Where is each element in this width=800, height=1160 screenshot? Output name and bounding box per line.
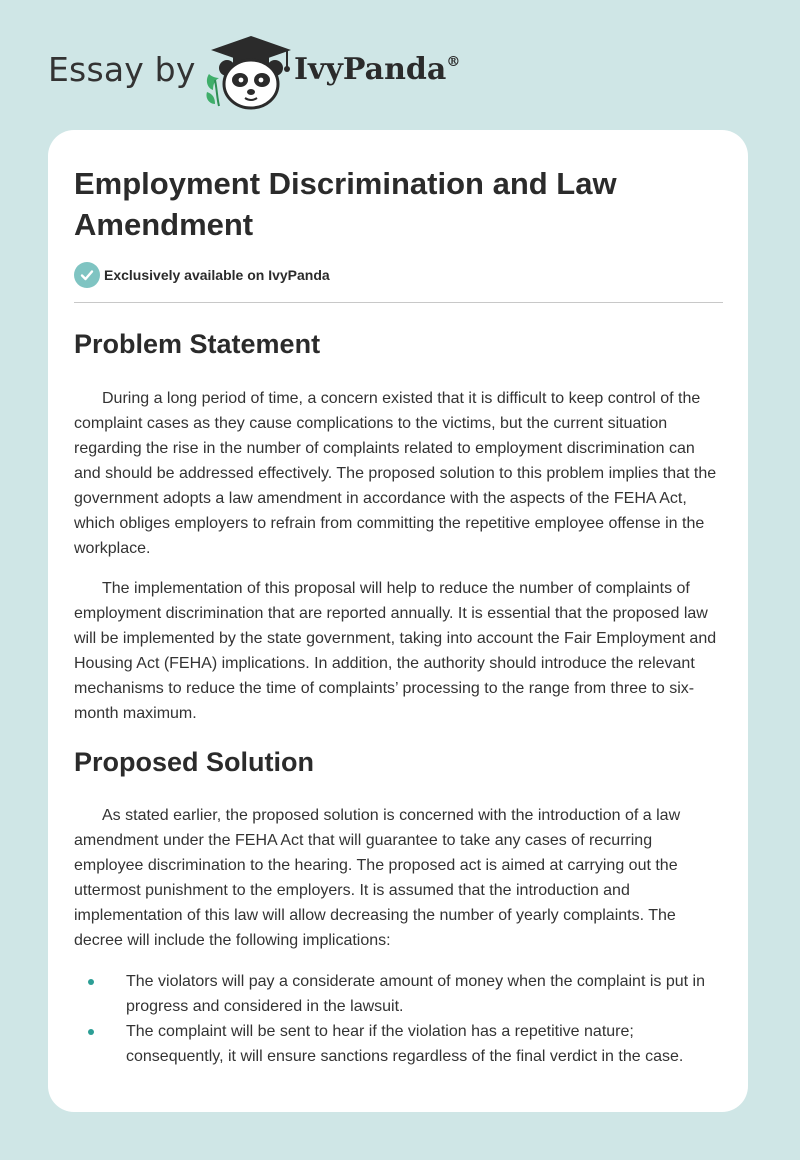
brand-name[interactable] bbox=[294, 52, 460, 87]
paragraph: The implementation of this proposal will help to reduce the number of complaints of employment discrimination that are reported annually. It is essential that the proposed law will be implemented by the state government, taking into account the Fair Employment and Housing Act (FEHA) implications. In addition, the authority should introduce the relevant mechanisms to reduce the time of complaints’ processing to the range from three to six-month maximum. bbox=[74, 580, 717, 722]
exclusive-badge bbox=[74, 262, 330, 288]
list-item bbox=[74, 969, 723, 1019]
brand-text: IvyPanda bbox=[294, 52, 447, 87]
list-item-text: The complaint will be sent to hear if the violation has a repetitive nature; consequently, it will ensure sanctions regardless of the final verdict in the case. bbox=[126, 1023, 684, 1065]
section-heading-problem-statement: Problem Statement bbox=[74, 329, 321, 359]
paragraph: During a long period of time, a concern existed that it is difficult to keep control of the complaint cases as they cause complications to the victims, but the current situation regarding the rise in the number of complaints related to employment discrimination can and should be addressed effectively. The proposed solution to this problem implies that the government adopts a law amendment in accordance with the aspects of the FEHA Act, which obliges employers to refrain from committing the repetitive employee offense in the workplace. bbox=[74, 390, 717, 557]
list-item-text: The violators will pay a considerate amount of money when the complaint is put in progress and considered in the lawsuit. bbox=[126, 973, 705, 1015]
ivypanda-logo-icon[interactable] bbox=[203, 34, 299, 110]
implications-list bbox=[74, 969, 723, 1069]
list-item bbox=[74, 1019, 723, 1069]
exclusive-badge-text: Exclusively available on IvyPanda bbox=[104, 267, 330, 283]
bullet-icon bbox=[88, 979, 94, 985]
title-divider bbox=[74, 302, 723, 303]
paragraph: As stated earlier, the proposed solution is concerned with the introduction of a law amendment under the FEHA Act that will guarantee to take any cases of recurring employee discrimination to the hearing. The proposed act is aimed at carrying out the uttermost punishment to the employers. It is assumed that the introduction and implementation of this law will allow decreasing the number of yearly complaints. The decree will include the following implications: bbox=[74, 807, 681, 949]
section-heading-proposed-solution: Proposed Solution bbox=[74, 747, 314, 777]
site-header bbox=[48, 30, 548, 110]
essay-title: Employment Discrimination and Law Amendment bbox=[74, 166, 617, 242]
essay-by-label: Essay by bbox=[48, 50, 196, 89]
registered-mark: ® bbox=[446, 54, 461, 70]
bullet-icon bbox=[88, 1029, 94, 1035]
essay-card bbox=[48, 130, 748, 1112]
check-icon bbox=[74, 262, 100, 288]
